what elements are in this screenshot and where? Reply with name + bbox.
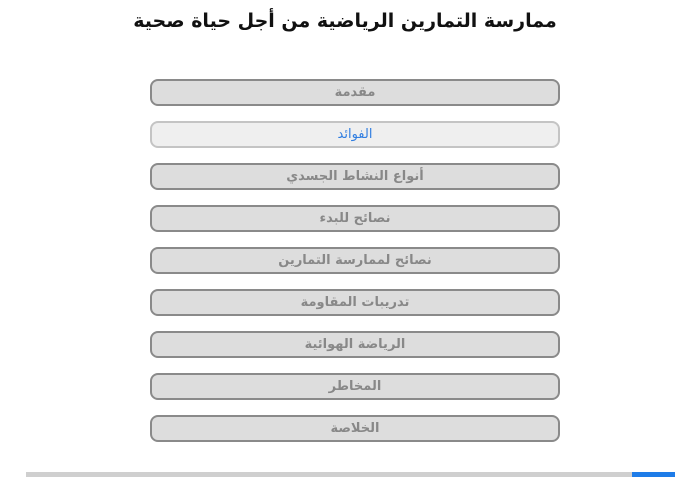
nav-item-aerobic[interactable]: الرياضة الهوائية bbox=[150, 331, 560, 358]
nav-item-activity-types[interactable]: أنواع النشاط الجسدي bbox=[150, 163, 560, 190]
section-nav bbox=[150, 79, 560, 457]
nav-item-resistance-training[interactable]: تدريبات المقاومة bbox=[150, 289, 560, 316]
nav-item-conclusion[interactable]: الخلاصة bbox=[150, 415, 560, 442]
progress-bar bbox=[26, 472, 675, 477]
nav-item-benefits[interactable]: الفوائد bbox=[150, 121, 560, 148]
page-title: ممارسة التمارين الرياضية من أجل حياة صحية bbox=[133, 10, 557, 32]
nav-item-exercise-tips[interactable]: نصائح لممارسة التمارين bbox=[150, 247, 560, 274]
nav-item-risks[interactable]: المخاطر bbox=[150, 373, 560, 400]
progress-fill bbox=[632, 472, 675, 477]
nav-item-getting-started[interactable]: نصائح للبدء bbox=[150, 205, 560, 232]
nav-item-introduction[interactable]: مقدمة bbox=[150, 79, 560, 106]
